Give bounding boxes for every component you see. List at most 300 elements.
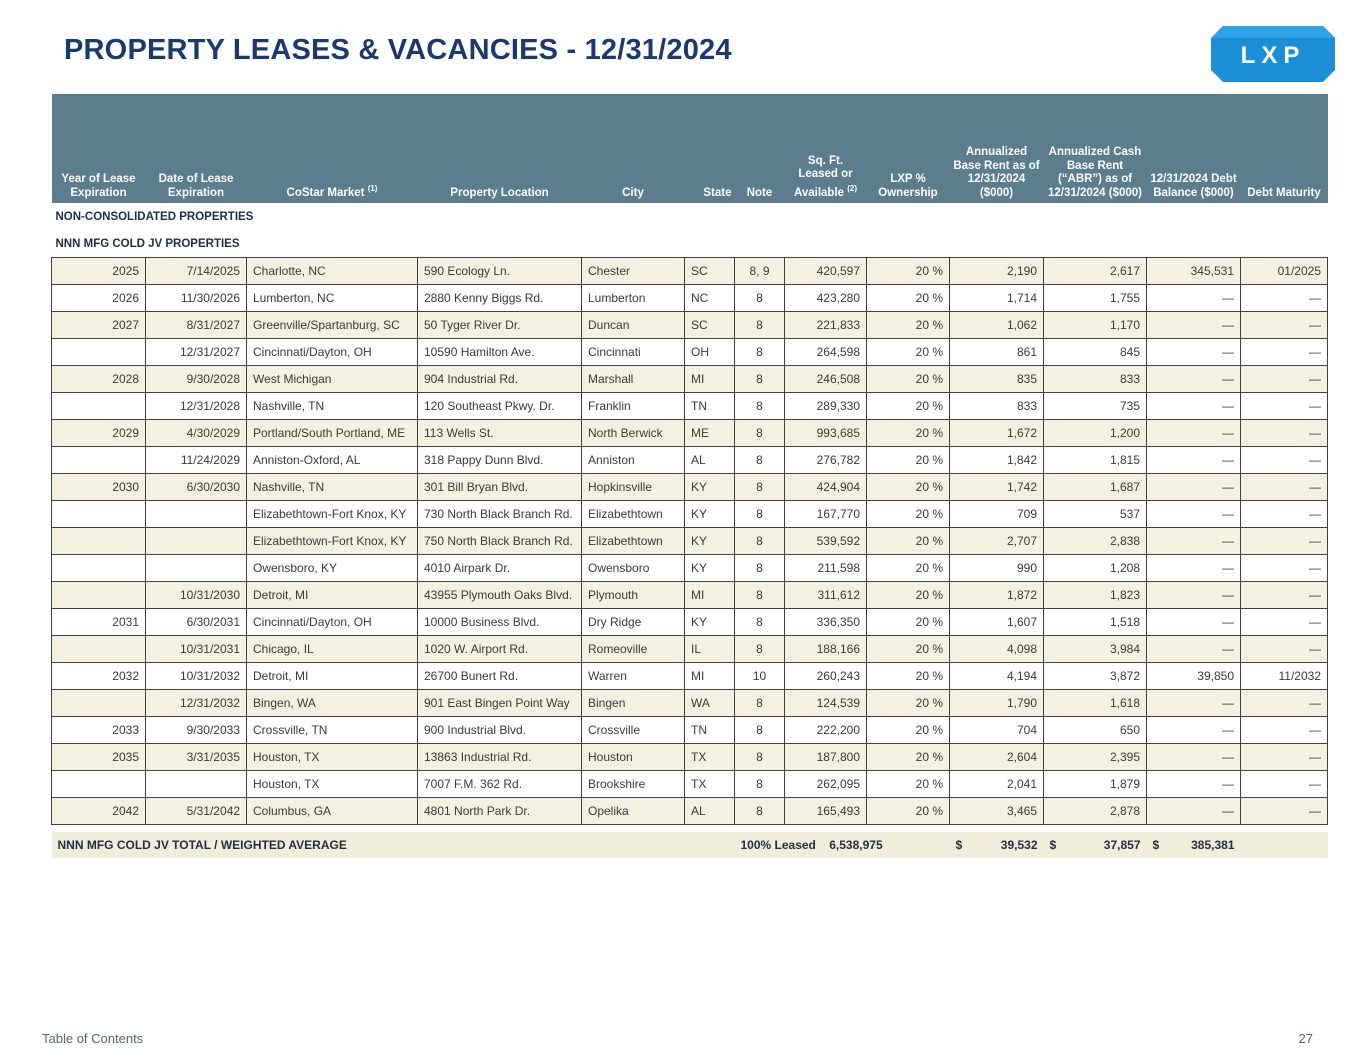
row-cash-abr: 2,395 <box>1044 744 1147 771</box>
row-market: Chicago, IL <box>247 636 418 663</box>
row-year: 2029 <box>52 420 146 447</box>
table-row <box>52 636 1328 663</box>
total-leased-pct: 100% Leased <box>740 838 816 852</box>
row-date <box>146 528 247 555</box>
row-location: 120 Southeast Pkwy. Dr. <box>418 393 582 420</box>
row-sqft: 165,493 <box>785 798 867 825</box>
row-year <box>52 555 146 582</box>
row-ownership: 20 % <box>867 474 950 501</box>
row-state: AL <box>685 798 735 825</box>
header-market <box>247 94 418 203</box>
row-date: 11/30/2026 <box>146 285 247 312</box>
row-city: Bingen <box>582 690 685 717</box>
row-debt-maturity: — <box>1241 501 1328 528</box>
row-market: Crossville, TN <box>247 717 418 744</box>
row-sqft: 539,592 <box>785 528 867 555</box>
logo-text: LXP <box>1240 42 1306 69</box>
row-debt-maturity: — <box>1241 555 1328 582</box>
page-title: PROPERTY LEASES & VACANCIES - 12/31/2024 <box>64 34 732 66</box>
row-note: 8 <box>735 366 785 393</box>
row-debt-maturity: — <box>1241 420 1328 447</box>
row-sqft: 187,800 <box>785 744 867 771</box>
row-date: 7/14/2025 <box>146 258 247 285</box>
row-market: Bingen, WA <box>247 690 418 717</box>
row-cash-abr: 1,618 <box>1044 690 1147 717</box>
row-date: 5/31/2042 <box>146 798 247 825</box>
row-year <box>52 339 146 366</box>
row-sqft: 124,539 <box>785 690 867 717</box>
row-date <box>146 555 247 582</box>
row-note: 8 <box>735 501 785 528</box>
row-date: 12/31/2032 <box>146 690 247 717</box>
section-nnn-cold: NNN MFG COLD JV PROPERTIES <box>52 230 1328 258</box>
row-cash-abr: 2,838 <box>1044 528 1147 555</box>
row-market: Houston, TX <box>247 771 418 798</box>
row-ownership: 20 % <box>867 798 950 825</box>
row-note: 8, 9 <box>735 258 785 285</box>
row-abr: 3,465 <box>950 798 1044 825</box>
row-sqft: 262,095 <box>785 771 867 798</box>
table-row <box>52 690 1328 717</box>
total-abr: 39,532 <box>1000 838 1038 852</box>
row-cash-abr: 3,872 <box>1044 663 1147 690</box>
row-location: 43955 Plymouth Oaks Blvd. <box>418 582 582 609</box>
row-state: AL <box>685 447 735 474</box>
row-market: Detroit, MI <box>247 582 418 609</box>
row-debt-balance: — <box>1147 366 1241 393</box>
row-note: 8 <box>735 420 785 447</box>
row-market: Detroit, MI <box>247 663 418 690</box>
row-debt-balance: — <box>1147 609 1241 636</box>
row-ownership: 20 % <box>867 582 950 609</box>
row-state: TX <box>685 744 735 771</box>
row-state: WA <box>685 690 735 717</box>
row-sqft: 336,350 <box>785 609 867 636</box>
header-city: City <box>582 94 685 203</box>
row-sqft: 211,598 <box>785 555 867 582</box>
row-state: IL <box>685 636 735 663</box>
row-date: 6/30/2030 <box>146 474 247 501</box>
row-market: Charlotte, NC <box>247 258 418 285</box>
row-ownership: 20 % <box>867 312 950 339</box>
row-cash-abr: 845 <box>1044 339 1147 366</box>
row-date: 3/31/2035 <box>146 744 247 771</box>
row-city: Owensboro <box>582 555 685 582</box>
row-city: Chester <box>582 258 685 285</box>
row-debt-maturity: 11/2032 <box>1241 663 1328 690</box>
row-state: SC <box>685 312 735 339</box>
row-abr: 1,714 <box>950 285 1044 312</box>
row-year: 2032 <box>52 663 146 690</box>
row-debt-maturity: — <box>1241 744 1328 771</box>
row-state: NC <box>685 285 735 312</box>
row-debt-balance: — <box>1147 474 1241 501</box>
row-debt-balance: — <box>1147 744 1241 771</box>
row-city: Plymouth <box>582 582 685 609</box>
row-location: 4010 Airpark Dr. <box>418 555 582 582</box>
row-sqft: 993,685 <box>785 420 867 447</box>
row-date: 11/24/2029 <box>146 447 247 474</box>
row-year: 2030 <box>52 474 146 501</box>
row-debt-balance: — <box>1147 285 1241 312</box>
row-year <box>52 528 146 555</box>
row-note: 8 <box>735 339 785 366</box>
row-ownership: 20 % <box>867 744 950 771</box>
row-abr: 2,041 <box>950 771 1044 798</box>
row-date: 10/31/2032 <box>146 663 247 690</box>
row-market: Portland/South Portland, ME <box>247 420 418 447</box>
row-market: Cincinnati/Dayton, OH <box>247 339 418 366</box>
row-year: 2026 <box>52 285 146 312</box>
row-debt-maturity: — <box>1241 636 1328 663</box>
row-sqft: 264,598 <box>785 339 867 366</box>
total-cash-currency: $ <box>1049 838 1057 852</box>
row-state: TX <box>685 771 735 798</box>
row-debt-balance: 39,850 <box>1147 663 1241 690</box>
row-ownership: 20 % <box>867 636 950 663</box>
row-debt-maturity: — <box>1241 393 1328 420</box>
row-note: 8 <box>735 798 785 825</box>
row-location: 590 Ecology Ln. <box>418 258 582 285</box>
row-date: 6/30/2031 <box>146 609 247 636</box>
header-location: Property Location <box>418 94 582 203</box>
row-cash-abr: 1,518 <box>1044 609 1147 636</box>
header-sqft-label: Sq. Ft. Leased or Available <box>793 154 853 199</box>
row-ownership: 20 % <box>867 501 950 528</box>
row-year <box>52 447 146 474</box>
row-location: 50 Tyger River Dr. <box>418 312 582 339</box>
row-abr: 704 <box>950 717 1044 744</box>
row-sqft: 420,597 <box>785 258 867 285</box>
row-cash-abr: 2,617 <box>1044 258 1147 285</box>
total-row <box>52 832 1328 858</box>
row-city: Dry Ridge <box>582 609 685 636</box>
row-state: TN <box>685 717 735 744</box>
row-abr: 861 <box>950 339 1044 366</box>
row-state: ME <box>685 420 735 447</box>
table-row <box>52 663 1328 690</box>
header-ownership: LXP % Ownership <box>867 94 950 203</box>
row-location: 318 Pappy Dunn Blvd. <box>418 447 582 474</box>
row-debt-maturity: 01/2025 <box>1241 258 1328 285</box>
row-location: 2880 Kenny Biggs Rd. <box>418 285 582 312</box>
row-abr: 990 <box>950 555 1044 582</box>
row-year <box>52 393 146 420</box>
row-cash-abr: 1,170 <box>1044 312 1147 339</box>
row-location: 4801 North Park Dr. <box>418 798 582 825</box>
row-abr: 4,194 <box>950 663 1044 690</box>
table-header-row <box>52 94 1328 203</box>
table-row <box>52 474 1328 501</box>
row-year: 2035 <box>52 744 146 771</box>
row-ownership: 20 % <box>867 663 950 690</box>
lxp-logo <box>1211 24 1335 84</box>
row-abr: 2,604 <box>950 744 1044 771</box>
row-debt-maturity: — <box>1241 771 1328 798</box>
row-debt-balance: — <box>1147 582 1241 609</box>
row-cash-abr: 1,815 <box>1044 447 1147 474</box>
total-cash: 37,857 <box>1103 838 1141 852</box>
total-abr-currency: $ <box>955 838 963 852</box>
row-state: OH <box>685 339 735 366</box>
row-date <box>146 771 247 798</box>
total-label: NNN MFG COLD JV TOTAL / WEIGHTED AVERAGE <box>52 832 735 858</box>
row-abr: 1,872 <box>950 582 1044 609</box>
row-location: 1020 W. Airport Rd. <box>418 636 582 663</box>
total-debt-currency: $ <box>1152 838 1160 852</box>
row-note: 8 <box>735 555 785 582</box>
row-state: KY <box>685 609 735 636</box>
row-abr: 2,190 <box>950 258 1044 285</box>
total-debt: 385,381 <box>1191 838 1235 852</box>
row-year <box>52 690 146 717</box>
row-city: Duncan <box>582 312 685 339</box>
row-note: 8 <box>735 582 785 609</box>
row-debt-balance: — <box>1147 501 1241 528</box>
row-year: 2042 <box>52 798 146 825</box>
row-city: Warren <box>582 663 685 690</box>
row-abr: 833 <box>950 393 1044 420</box>
row-abr: 2,707 <box>950 528 1044 555</box>
total-abr-cell <box>950 832 1044 858</box>
row-ownership: 20 % <box>867 528 950 555</box>
row-location: 301 Bill Bryan Blvd. <box>418 474 582 501</box>
row-location: 900 Industrial Blvd. <box>418 717 582 744</box>
row-location: 904 Industrial Rd. <box>418 366 582 393</box>
row-city: Crossville <box>582 717 685 744</box>
row-debt-balance: — <box>1147 420 1241 447</box>
row-cash-abr: 650 <box>1044 717 1147 744</box>
row-state: SC <box>685 258 735 285</box>
row-note: 8 <box>735 528 785 555</box>
row-city: Elizabethtown <box>582 501 685 528</box>
row-abr: 1,672 <box>950 420 1044 447</box>
header-date: Date of Lease Expiration <box>146 94 247 203</box>
table-row <box>52 771 1328 798</box>
row-debt-balance: 345,531 <box>1147 258 1241 285</box>
row-market: Owensboro, KY <box>247 555 418 582</box>
row-cash-abr: 1,200 <box>1044 420 1147 447</box>
row-ownership: 20 % <box>867 285 950 312</box>
total-cash-cell <box>1044 832 1147 858</box>
header-debt-maturity: Debt Maturity <box>1241 94 1328 203</box>
row-sqft: 276,782 <box>785 447 867 474</box>
row-ownership: 20 % <box>867 771 950 798</box>
row-debt-balance: — <box>1147 339 1241 366</box>
table-of-contents-link[interactable]: Table of Contents <box>42 1031 144 1046</box>
row-sqft: 311,612 <box>785 582 867 609</box>
row-cash-abr: 735 <box>1044 393 1147 420</box>
row-abr: 1,790 <box>950 690 1044 717</box>
table-row <box>52 717 1328 744</box>
row-note: 8 <box>735 474 785 501</box>
table-row <box>52 501 1328 528</box>
row-market: Anniston-Oxford, AL <box>247 447 418 474</box>
row-cash-abr: 3,984 <box>1044 636 1147 663</box>
row-debt-maturity: — <box>1241 474 1328 501</box>
row-sqft: 167,770 <box>785 501 867 528</box>
row-date: 9/30/2028 <box>146 366 247 393</box>
row-market: West Michigan <box>247 366 418 393</box>
row-market: Nashville, TN <box>247 474 418 501</box>
row-ownership: 20 % <box>867 366 950 393</box>
row-cash-abr: 1,755 <box>1044 285 1147 312</box>
row-cash-abr: 2,878 <box>1044 798 1147 825</box>
row-year: 2031 <box>52 609 146 636</box>
row-date: 10/31/2030 <box>146 582 247 609</box>
header-market-footnote: (1) <box>367 183 378 193</box>
row-abr: 1,842 <box>950 447 1044 474</box>
row-note: 8 <box>735 744 785 771</box>
row-location: 113 Wells St. <box>418 420 582 447</box>
row-note: 8 <box>735 690 785 717</box>
row-market: Elizabethtown-Fort Knox, KY <box>247 501 418 528</box>
row-abr: 4,098 <box>950 636 1044 663</box>
header-market-label: CoStar Market <box>286 186 365 199</box>
table-row <box>52 582 1328 609</box>
row-state: KY <box>685 501 735 528</box>
row-note: 8 <box>735 609 785 636</box>
row-state: KY <box>685 474 735 501</box>
row-debt-maturity: — <box>1241 609 1328 636</box>
row-ownership: 20 % <box>867 447 950 474</box>
row-sqft: 221,833 <box>785 312 867 339</box>
row-debt-balance: — <box>1147 771 1241 798</box>
row-debt-balance: — <box>1147 717 1241 744</box>
row-ownership: 20 % <box>867 420 950 447</box>
row-abr: 835 <box>950 366 1044 393</box>
row-location: 13863 Industrial Rd. <box>418 744 582 771</box>
row-market: Houston, TX <box>247 744 418 771</box>
row-sqft: 222,200 <box>785 717 867 744</box>
row-note: 10 <box>735 663 785 690</box>
row-location: 901 East Bingen Point Way <box>418 690 582 717</box>
row-location: 26700 Bunert Rd. <box>418 663 582 690</box>
row-year: 2033 <box>52 717 146 744</box>
row-abr: 709 <box>950 501 1044 528</box>
row-debt-balance: — <box>1147 528 1241 555</box>
row-location: 730 North Black Branch Rd. <box>418 501 582 528</box>
row-cash-abr: 537 <box>1044 501 1147 528</box>
row-debt-maturity: — <box>1241 339 1328 366</box>
row-sqft: 289,330 <box>785 393 867 420</box>
row-year: 2025 <box>52 258 146 285</box>
section-row <box>52 230 1328 258</box>
row-debt-balance: — <box>1147 636 1241 663</box>
table-row <box>52 609 1328 636</box>
row-debt-balance: — <box>1147 393 1241 420</box>
row-city: Romeoville <box>582 636 685 663</box>
table-row <box>52 393 1328 420</box>
row-cash-abr: 1,823 <box>1044 582 1147 609</box>
row-city: Anniston <box>582 447 685 474</box>
row-state: TN <box>685 393 735 420</box>
row-ownership: 20 % <box>867 393 950 420</box>
row-debt-balance: — <box>1147 690 1241 717</box>
row-city: Houston <box>582 744 685 771</box>
row-state: KY <box>685 528 735 555</box>
row-city: Opelika <box>582 798 685 825</box>
table-row <box>52 447 1328 474</box>
table-row <box>52 555 1328 582</box>
row-market: Greenville/Spartanburg, SC <box>247 312 418 339</box>
row-date: 8/31/2027 <box>146 312 247 339</box>
row-market: Elizabethtown-Fort Knox, KY <box>247 528 418 555</box>
row-sqft: 188,166 <box>785 636 867 663</box>
table-row <box>52 420 1328 447</box>
row-debt-maturity: — <box>1241 447 1328 474</box>
row-debt-balance: — <box>1147 447 1241 474</box>
row-debt-maturity: — <box>1241 312 1328 339</box>
row-ownership: 20 % <box>867 339 950 366</box>
row-note: 8 <box>735 771 785 798</box>
row-debt-maturity: — <box>1241 717 1328 744</box>
section-row <box>52 203 1328 230</box>
row-note: 8 <box>735 393 785 420</box>
row-cash-abr: 1,879 <box>1044 771 1147 798</box>
row-ownership: 20 % <box>867 690 950 717</box>
table-row <box>52 258 1328 285</box>
row-abr: 1,607 <box>950 609 1044 636</box>
row-city: Elizabethtown <box>582 528 685 555</box>
row-debt-maturity: — <box>1241 285 1328 312</box>
row-ownership: 20 % <box>867 258 950 285</box>
row-location: 7007 F.M. 362 Rd. <box>418 771 582 798</box>
row-sqft: 246,508 <box>785 366 867 393</box>
row-note: 8 <box>735 312 785 339</box>
row-state: MI <box>685 582 735 609</box>
row-cash-abr: 1,208 <box>1044 555 1147 582</box>
row-date: 12/31/2028 <box>146 393 247 420</box>
header-abr: Annualized Base Rent as of 12/31/2024 ($000) <box>950 94 1044 203</box>
section-non-consolidated: NON-CONSOLIDATED PROPERTIES <box>52 203 1328 230</box>
row-debt-maturity: — <box>1241 798 1328 825</box>
row-year <box>52 636 146 663</box>
header-cash-abr: Annualized Cash Base Rent (“ABR”) as of 12/31/2024 ($000) <box>1044 94 1147 203</box>
row-city: Lumberton <box>582 285 685 312</box>
row-note: 8 <box>735 717 785 744</box>
row-debt-maturity: — <box>1241 528 1328 555</box>
row-debt-maturity: — <box>1241 582 1328 609</box>
header-year: Year of Lease Expiration <box>52 94 146 203</box>
total-leased <box>735 832 883 858</box>
row-market: Cincinnati/Dayton, OH <box>247 609 418 636</box>
total-debt-cell <box>1147 832 1241 858</box>
row-date: 10/31/2031 <box>146 636 247 663</box>
header-debt-balance: 12/31/2024 Debt Balance ($000) <box>1147 94 1241 203</box>
row-note: 8 <box>735 447 785 474</box>
row-city: Hopkinsville <box>582 474 685 501</box>
property-leases-table <box>51 94 1328 858</box>
row-year: 2027 <box>52 312 146 339</box>
table-total <box>52 825 1328 859</box>
table-row <box>52 285 1328 312</box>
row-year <box>52 582 146 609</box>
row-debt-balance: — <box>1147 555 1241 582</box>
row-sqft: 260,243 <box>785 663 867 690</box>
total-sqft: 6,538,975 <box>829 838 883 852</box>
row-location: 750 North Black Branch Rd. <box>418 528 582 555</box>
row-state: MI <box>685 366 735 393</box>
row-sqft: 424,904 <box>785 474 867 501</box>
row-location: 10000 Business Blvd. <box>418 609 582 636</box>
row-city: Cincinnati <box>582 339 685 366</box>
row-state: MI <box>685 663 735 690</box>
table-row <box>52 312 1328 339</box>
row-market: Columbus, GA <box>247 798 418 825</box>
row-city: Marshall <box>582 366 685 393</box>
row-year: 2028 <box>52 366 146 393</box>
